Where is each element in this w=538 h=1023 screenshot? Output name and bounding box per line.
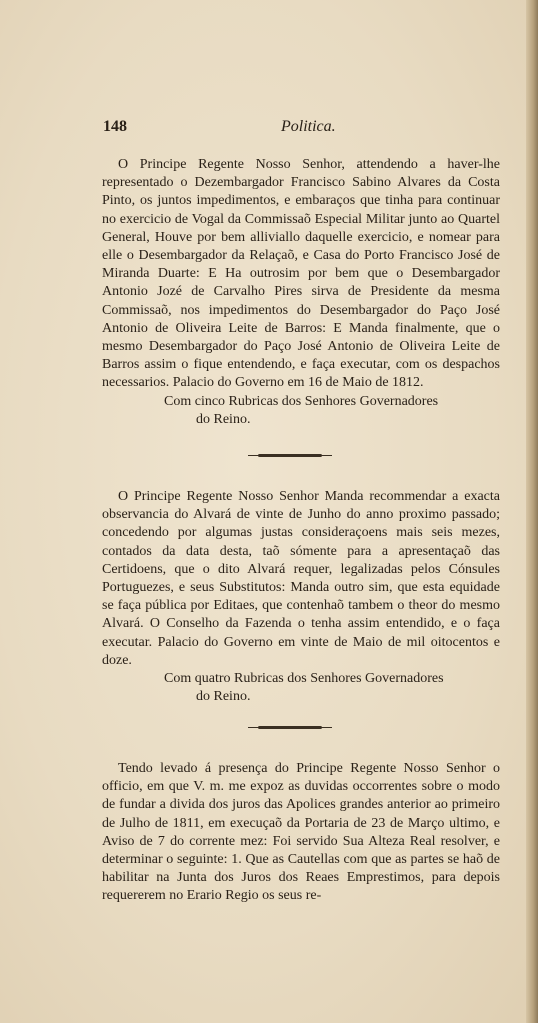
- page-number: 148: [103, 118, 127, 135]
- decree-1-signature-line1: Com cinco Rubricas dos Senhores Governadores: [164, 393, 439, 409]
- page-header: [103, 118, 503, 142]
- decree-2-signature-line2: do Reino.: [196, 689, 251, 705]
- decree-1-paragraph: O Principe Regente Nosso Senhor, attendendo a haver-lhe representado o Dezembargador Francisco Sabino Alvares da Costa Pinto, os juntos impedimentos, e embaraços que tinha para continuar no exercicio de Vogal da Commissaõ Especial Militar junto ao Quartel General, Houve por bem alliviallo daquelle exercicio, e nomear para elle o Desembargador da Relaçaõ, e Casa do Porto Francisco José de Miranda Duarte: E Ha outrosim por bem que o Desembargador Antonio Jozé de Carvalho Pires sirva de Presidente da mesma Commissaõ, nos impedimentos do Desembargador do Paço José Antonio de Oliveira Leite de Barros: E Manda finalmente, que o mesmo Desembargador do Paço José Antonio de Oliveira Leite de Barros assim o fique entendendo, e faça executar, com os despachos necessarios. Palacio do Governo em 16 de Maio de 1812.: [102, 157, 500, 391]
- decree-2-signature-line1: Com quatro Rubricas dos Senhores Governadores: [164, 671, 444, 687]
- decree-2: [102, 488, 500, 706]
- decree-1-signature: [102, 393, 500, 429]
- decree-1-signature-line2: do Reino.: [196, 411, 251, 427]
- divider-2: [258, 726, 322, 729]
- decree-2-paragraph: O Principe Regente Nosso Senhor Manda recommendar a exacta observancia do Alvará de vinte de Junho do anno proximo passado; concedendo por algumas justas consideraçoens mais seis mezes, contados da data desta, taõ sómente para a apresentaçaõ das Certidoens, que o dito Alvará requer, legalizadas pelos Cónsules Portuguezes, e seus Substitutos: Manda outro sim, que esta equidade se faça pública por Editaes, que contenhaõ tambem o theor do mesmo Alvará. O Conselho da Fazenda o tenha assim entendido, e o faça executar. Palacio do Governo em vinte de Maio de mil oitocentos e doze.: [102, 489, 500, 668]
- page-edge: [526, 0, 538, 1023]
- decree-2-signature: [102, 670, 500, 706]
- letter-3-paragraph: Tendo levado á presença do Principe Regente Nosso Senhor o officio, em que V. m. me expoz as duvidas occorrentes sobre o modo de fundar a divida dos juros das Apolices grandes anterior ao primeiro de Julho de 1811, em execuçaõ da Portaria de 23 de Março ultimo, e Aviso de 7 do corrente mez: Foi servido Sua Alteza Real resolver, e determinar o seguinte: 1. Que as Cautellas com que as partes se haõ de habilitar na Junta dos Juros dos Reaes Emprestimos, para depois requererem no Erario Regio os seus re-: [102, 761, 500, 904]
- letter-3: [102, 760, 500, 906]
- running-head: Politica.: [281, 118, 336, 135]
- divider-1: [258, 454, 322, 457]
- decree-1: [102, 156, 500, 429]
